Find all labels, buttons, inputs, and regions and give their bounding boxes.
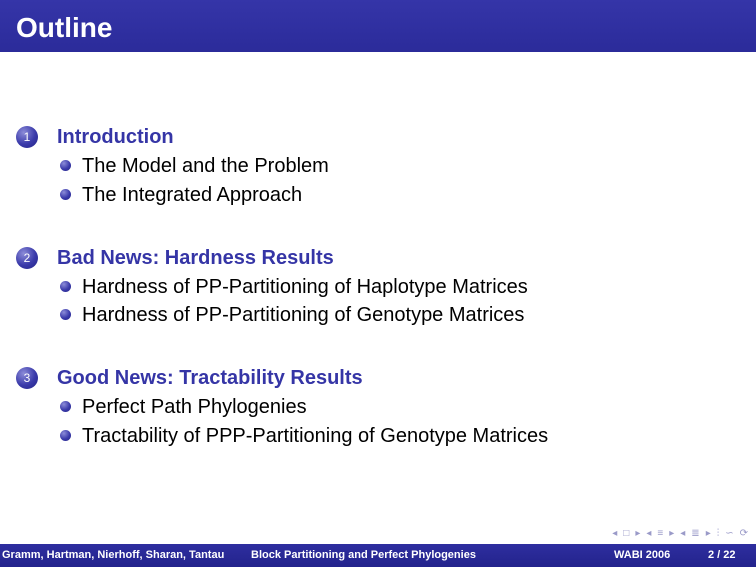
nav-frame-icon[interactable]: □ [623,528,630,539]
bullet-icon [60,160,71,171]
footer-bar [0,544,756,567]
footer-page-number: 2 / 22 [708,549,736,561]
subsection-label: The Model and the Problem [82,155,329,177]
footer-conference: WABI 2006 [614,549,671,561]
nav-next-section-icon[interactable]: ▸ [705,528,711,539]
bullet-icon [60,189,71,200]
nav-align-icon[interactable]: ⫶ [716,528,720,539]
nav-prev-section-icon[interactable]: ◂ [680,528,686,539]
subsection-label: Tractability of PPP-Partitioning of Genotype Matrices [82,425,549,447]
nav-loop-icon[interactable]: ⟳ [739,528,748,539]
nav-next-subsection-icon[interactable]: ▸ [669,528,675,539]
section-title-bad-news[interactable]: Bad News: Hardness Results [57,247,334,269]
nav-subsection-icon[interactable]: ≡ [657,528,664,539]
outline-section-2 [16,245,736,335]
bullet-icon [60,401,71,412]
nav-prev-frame-icon[interactable]: ◂ [612,528,618,539]
nav-search-icon[interactable]: ∽ [725,528,734,539]
slide-title: Outline [16,12,113,43]
outline-section-1 [16,124,736,214]
section-number-badge: 3 [16,367,38,389]
subsection-label: The Integrated Approach [82,184,303,206]
title-bar [0,0,756,52]
outline-section-3 [16,365,736,455]
section-title-good-news[interactable]: Good News: Tractability Results [57,367,363,389]
subsection-label: Perfect Path Phylogenies [82,396,307,418]
nav-section-icon[interactable]: ≣ [691,528,700,539]
nav-next-frame-icon[interactable]: ▸ [635,528,641,539]
subsection-label: Hardness of PP-Partitioning of Genotype Matrices [82,304,525,326]
navigation-symbols [612,527,748,541]
subsection-label: Hardness of PP-Partitioning of Haplotype Matrices [82,276,528,298]
nav-prev-subsection-icon[interactable]: ◂ [646,528,652,539]
footer-authors: Gramm, Hartman, Nierhoff, Sharan, Tantau [2,549,225,561]
bullet-icon [60,430,71,441]
bullet-icon [60,281,71,292]
footer-title: Block Partitioning and Perfect Phylogenies [251,549,476,561]
bullet-icon [60,309,71,320]
section-number-badge: 1 [16,126,38,148]
section-title-introduction[interactable]: Introduction [57,126,174,148]
section-number-badge: 2 [16,247,38,269]
